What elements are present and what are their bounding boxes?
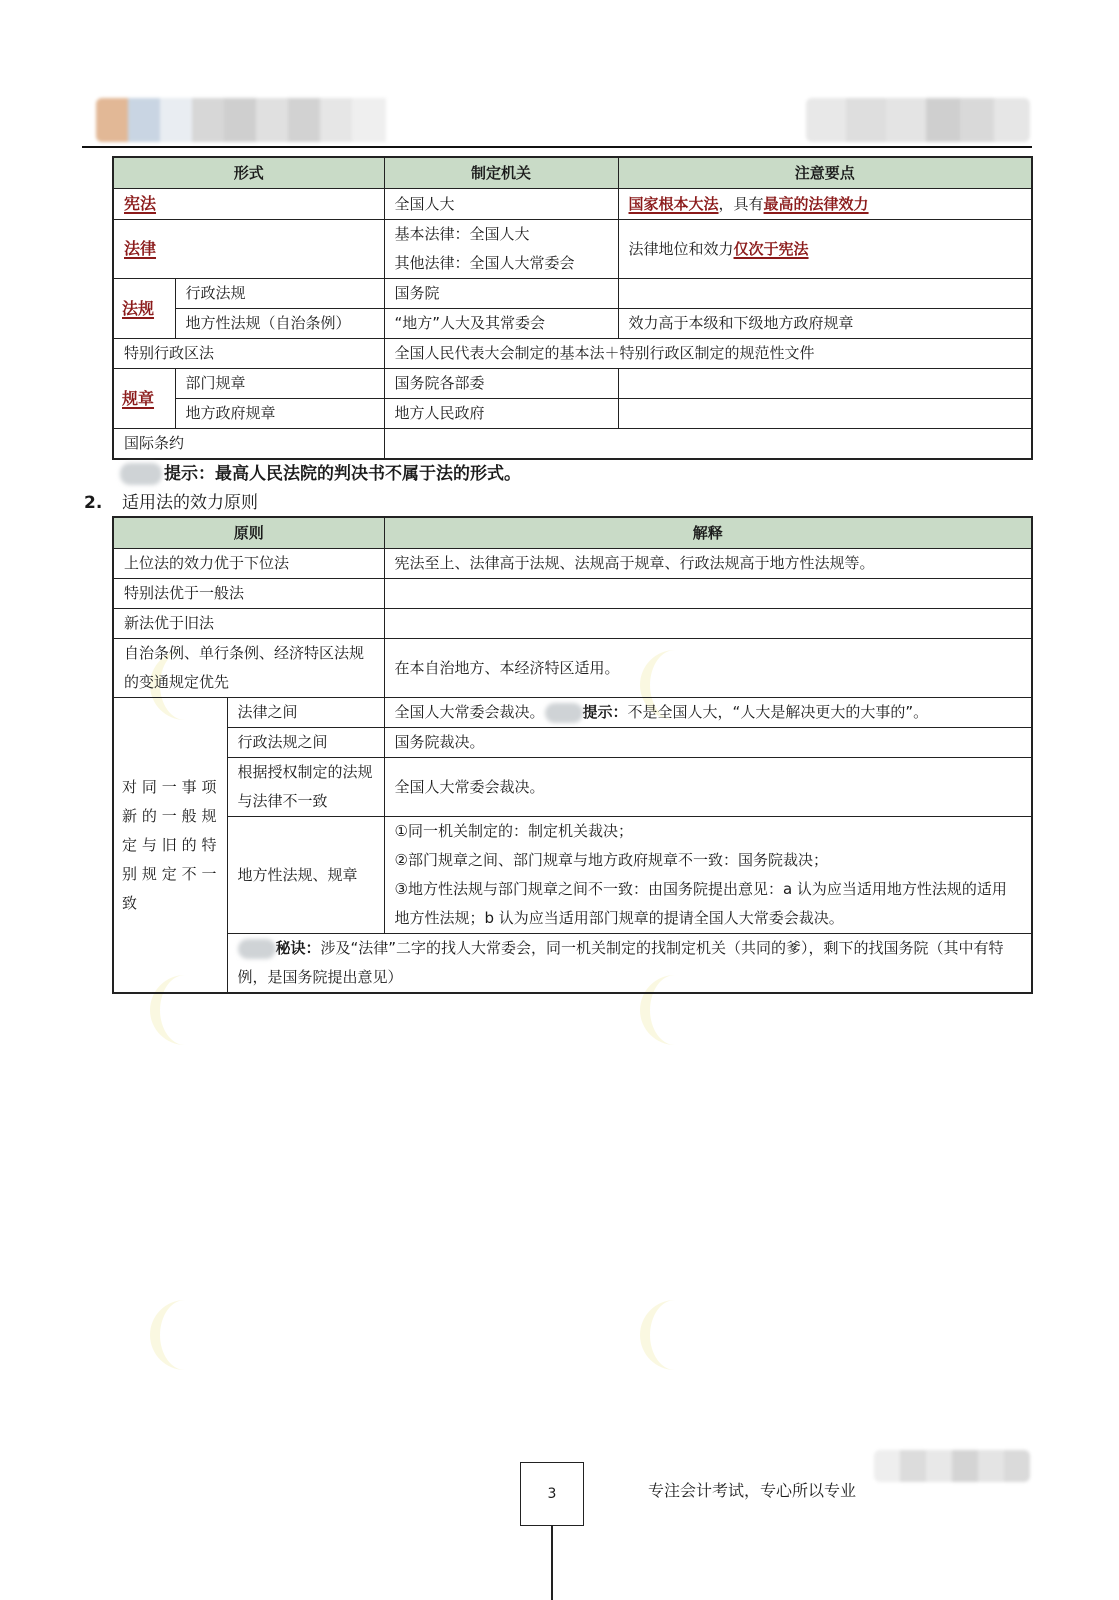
- explain-cell: 全国人大常委会裁决。 提示：不是全国人大，“人大是解决更大的大事的”。: [384, 698, 1032, 728]
- group-cell: 对同一事项新的一般规定与旧的特别规定不一致: [113, 698, 227, 994]
- header-form: 形式: [113, 157, 384, 189]
- header-org: 制定机关: [384, 157, 618, 189]
- explain-cell: [384, 579, 1032, 609]
- subform-cell: 行政法规: [175, 279, 384, 309]
- table-row: [113, 549, 1032, 579]
- explain-cell: 宪法至上、法律高于法规、法规高于规章、行政法规高于地方性法规等。: [384, 549, 1032, 579]
- header-principle: 原则: [113, 517, 384, 549]
- secret-cell: 秘诀：涉及“法律”二字的找人大常委会，同一机关制定的找制定机关（共同的爹），剩下的找国务院（其中有特例，是国务院提出意见）: [227, 934, 1032, 994]
- table-row: [113, 609, 1032, 639]
- note-cell: 法律地位和效力仅次于宪法: [618, 220, 1032, 279]
- form-cell: 国际条约: [113, 429, 384, 460]
- section-heading: 2. 适用法的效力原则: [84, 493, 258, 513]
- watermark: [640, 1300, 710, 1370]
- org-cell: 基本法律：全国人大 其他法律：全国人大常委会: [384, 220, 618, 279]
- form-label: 法律: [124, 239, 157, 258]
- sub-principle-cell: 法律之间: [227, 698, 384, 728]
- blurred-label: [120, 463, 162, 485]
- table-row: [113, 934, 1032, 994]
- subform-cell: 地方性法规（自治条例）: [175, 309, 384, 339]
- org-cell: 国务院各部委: [384, 369, 618, 399]
- form-cell: 特别行政区法: [113, 339, 384, 369]
- note-cell: [618, 399, 1032, 429]
- table-row: [113, 309, 1032, 339]
- principles-table: [112, 516, 1033, 994]
- tip-note: 提示：最高人民法院的判决书不属于法的形式。: [120, 459, 521, 485]
- law-forms-table: [112, 156, 1033, 460]
- header-right-blurred: [806, 98, 1030, 142]
- table-row: [113, 728, 1032, 758]
- header-logo-blurred: [96, 98, 418, 142]
- explain-cell: ①同一机关制定的：制定机关裁决； ②部门规章之间、部门规章与地方政府规章不一致：国务院裁决； ③地方性法规与部门规章之间不一致：由国务院提出意见：a 认为应当适用地方性法规的适用地方性法规；b 认为应当适用部门规章的提请全国人大常委会裁决。: [384, 817, 1032, 934]
- org-cell: 地方人民政府: [384, 399, 618, 429]
- subform-cell: 地方政府规章: [175, 399, 384, 429]
- org-cell: 全国人大: [384, 189, 618, 220]
- watermark: [150, 1300, 220, 1370]
- table-row: [113, 429, 1032, 460]
- table-row: [113, 579, 1032, 609]
- footer-logo-blurred: [874, 1450, 1030, 1482]
- org-cell: “地方”人大及其常委会: [384, 309, 618, 339]
- explain-cell: 国务院裁决。: [384, 728, 1032, 758]
- form-label: 规章: [122, 388, 155, 408]
- header-note: 注意要点: [618, 157, 1032, 189]
- table-row: [113, 369, 1032, 399]
- page-number: 3: [520, 1462, 584, 1526]
- form-label: 宪法: [124, 194, 157, 213]
- page-line: [551, 1525, 553, 1600]
- table-row: [113, 279, 1032, 309]
- table-row: [113, 339, 1032, 369]
- sub-principle-cell: 根据授权制定的法规与法律不一致: [227, 758, 384, 817]
- org-cell: [384, 429, 1032, 460]
- org-cell: 全国人民代表大会制定的基本法＋特别行政区制定的规范性文件: [384, 339, 1032, 369]
- table-row: [113, 698, 1032, 728]
- sub-principle-cell: 地方性法规、规章: [227, 817, 384, 934]
- subform-cell: 部门规章: [175, 369, 384, 399]
- table-row: [113, 220, 1032, 279]
- principle-cell: 自治条例、单行条例、经济特区法规的变通规定优先: [113, 639, 384, 698]
- table-row: [113, 639, 1032, 698]
- explain-cell: 在本自治地方、本经济特区适用。: [384, 639, 1032, 698]
- table-row: [113, 399, 1032, 429]
- form-label: 法规: [122, 298, 155, 318]
- note-cell: [618, 369, 1032, 399]
- note-cell: 国家根本大法，具有最高的法律效力: [618, 189, 1032, 220]
- header-explain: 解释: [384, 517, 1032, 549]
- table-row: [113, 817, 1032, 934]
- principle-cell: 上位法的效力优于下位法: [113, 549, 384, 579]
- principle-cell: 特别法优于一般法: [113, 579, 384, 609]
- sub-principle-cell: 行政法规之间: [227, 728, 384, 758]
- note-cell: [618, 279, 1032, 309]
- principle-cell: 新法优于旧法: [113, 609, 384, 639]
- footer-slogan: 专注会计考试，专心所以专业: [648, 1481, 857, 1500]
- table-row: [113, 189, 1032, 220]
- explain-cell: [384, 609, 1032, 639]
- org-cell: 国务院: [384, 279, 618, 309]
- note-cell: 效力高于本级和下级地方政府规章: [618, 309, 1032, 339]
- table-row: [113, 758, 1032, 817]
- header-rule: [82, 146, 1032, 148]
- explain-cell: 全国人大常委会裁决。: [384, 758, 1032, 817]
